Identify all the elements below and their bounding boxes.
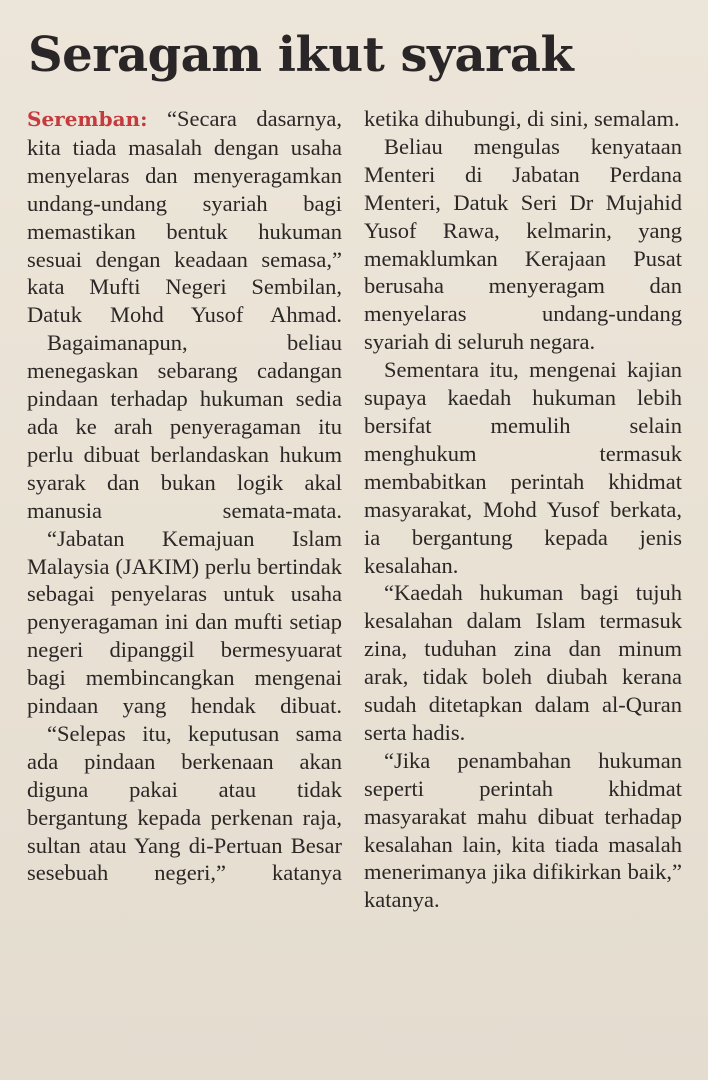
paragraph: “Jika penambahan hukuman seperti perintah khidmat masyarakat mahu dibuat terhadap kesalahan lain, kita tiada masalah menerimanya jika difikirkan baik,” katanya.: [364, 747, 682, 913]
article-column-left: [27, 105, 342, 887]
paragraph: Sementara itu, mengenai kajian supaya kaedah hukuman lebih bersifat memulih selain menghukum termasuk membabitkan perintah khidmat masyarakat, Mohd Yusof berkata, ia bergantung kepada jenis kesalahan.: [364, 357, 682, 578]
paragraph: Bagaimanapun, beliau menegaskan sebarang cadangan pindaan terhadap hukuman sedia ada ke arah penyeragaman itu perlu dibuat berlandaskan hukum syarak dan bukan logik akal manusia semata-mata.: [27, 330, 342, 523]
article-column-right: [364, 105, 682, 914]
paragraph: “Kaedah hukuman bagi tujuh kesalahan dalam Islam termasuk zina, tuduhan zina dan minum arak, tidak boleh diubah kerana sudah ditetapkan dalam al-Quran serta hadis.: [364, 580, 682, 745]
paragraph-text: “Secara dasarnya, kita tiada masalah dengan usaha menyelaras dan menyeragamkan undang-undang syariah bagi memastikan bentuk hukuman sesuai dengan keadaan semasa,” kata Mufti Negeri Sembilan, Datuk Mohd Yusof Ahmad.: [27, 106, 342, 328]
paragraph: “Selepas itu, keputusan sama ada pindaan berkenaan akan diguna pakai atau tidak bergantung kepada perkenan raja, sultan atau Yang di-Pertuan Besar sesebuah negeri,” katanya: [27, 720, 342, 886]
paragraph: “Jabatan Kemajuan Islam Malaysia (JAKIM) perlu bertindak sebagai penyelaras untuk usaha penyeragaman ini dan mufti setiap negeri dipanggil bermesyuarat bagi membincangkan mengenai pindaan yang hendak dibuat.: [27, 525, 342, 719]
headline: Seragam ikut syarak: [28, 27, 574, 83]
paragraph: [27, 105, 342, 329]
paragraph: Beliau mengulas kenyataan Menteri di Jabatan Perdana Menteri, Datuk Seri Dr Mujahid Yusof Rawa, kelmarin, yang memaklumkan Kerajaan Pusat berusaha menyeragam dan menyelaras undang-undang syariah di seluruh negara.: [364, 133, 682, 355]
dateline: Seremban:: [27, 107, 148, 131]
paragraph: ketika dihubungi, di sini, semalam.: [364, 106, 680, 131]
